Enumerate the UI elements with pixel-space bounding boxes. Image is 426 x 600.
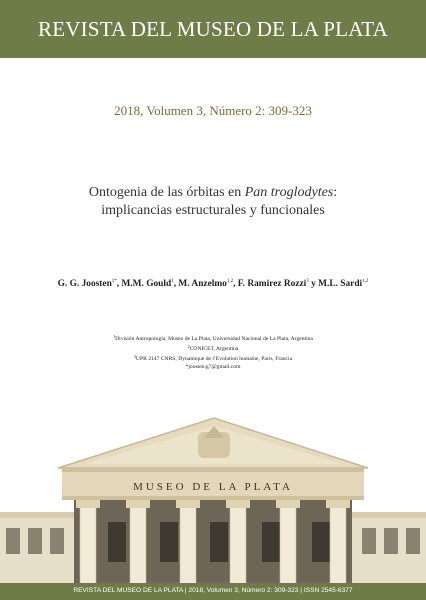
column bbox=[330, 506, 346, 584]
footer-issn: ISSN 2545-6377 bbox=[303, 587, 353, 594]
facade-inscription: MUSEO DE LA PLATA bbox=[133, 481, 293, 493]
footer-citation: 2018, Volumen 3, Número 2: 309-323 bbox=[188, 587, 299, 594]
column bbox=[230, 506, 246, 584]
footer-separator: | bbox=[300, 587, 302, 594]
right-wing-cornice bbox=[352, 512, 426, 518]
title-species: Pan troglodytes bbox=[244, 185, 334, 200]
author: M.M. Gould$^1$, bbox=[121, 279, 179, 289]
affiliations bbox=[0, 333, 426, 371]
article-title bbox=[20, 184, 406, 220]
author: G. G. Joosten$^{1*}$, bbox=[57, 279, 122, 289]
column bbox=[80, 506, 96, 584]
author: M.L. Sardi$^{1,2}$ bbox=[318, 279, 369, 289]
footer-journal: REVISTA DEL MUSEO DE LA PLATA bbox=[73, 587, 184, 594]
column bbox=[180, 506, 196, 584]
museum-facade-photo bbox=[0, 404, 426, 584]
journal-title: REVISTA DEL MUSEO DE LA PLATA bbox=[38, 17, 388, 41]
title-suffix: : bbox=[333, 185, 338, 200]
title-line-1 bbox=[20, 184, 406, 202]
citation: 2018, Volumen 3, Número 2: 309-323 bbox=[114, 103, 312, 118]
column bbox=[280, 506, 296, 584]
affiliation-line: $^3$UPR 2147 CNRS, Dynamique de l’Evolution humaine, Paris, Francia bbox=[133, 354, 293, 362]
affiliation-line: $^1$División Antropología, Museo de La Plata, Universidad Nacional de La Plata, Argentina bbox=[113, 334, 313, 342]
column bbox=[130, 506, 146, 584]
author-list bbox=[0, 279, 426, 289]
corresponding-email: *joosten.g7@gmail.com bbox=[185, 364, 241, 370]
title-line-2: implicancias estructurales y funcionales bbox=[101, 203, 325, 218]
author: M. Anzelmo$^{1,2}$, bbox=[178, 279, 238, 289]
affiliation-line: $^2$CONICET, Argentina bbox=[187, 344, 239, 352]
footer-separator: | bbox=[184, 587, 187, 594]
left-wing-cornice bbox=[0, 512, 74, 518]
footer-text bbox=[0, 586, 426, 596]
author: F. Ramirez Rozzi$^3$ y bbox=[237, 279, 319, 289]
title-prefix: Ontogenia de las órbitas en bbox=[88, 185, 245, 200]
